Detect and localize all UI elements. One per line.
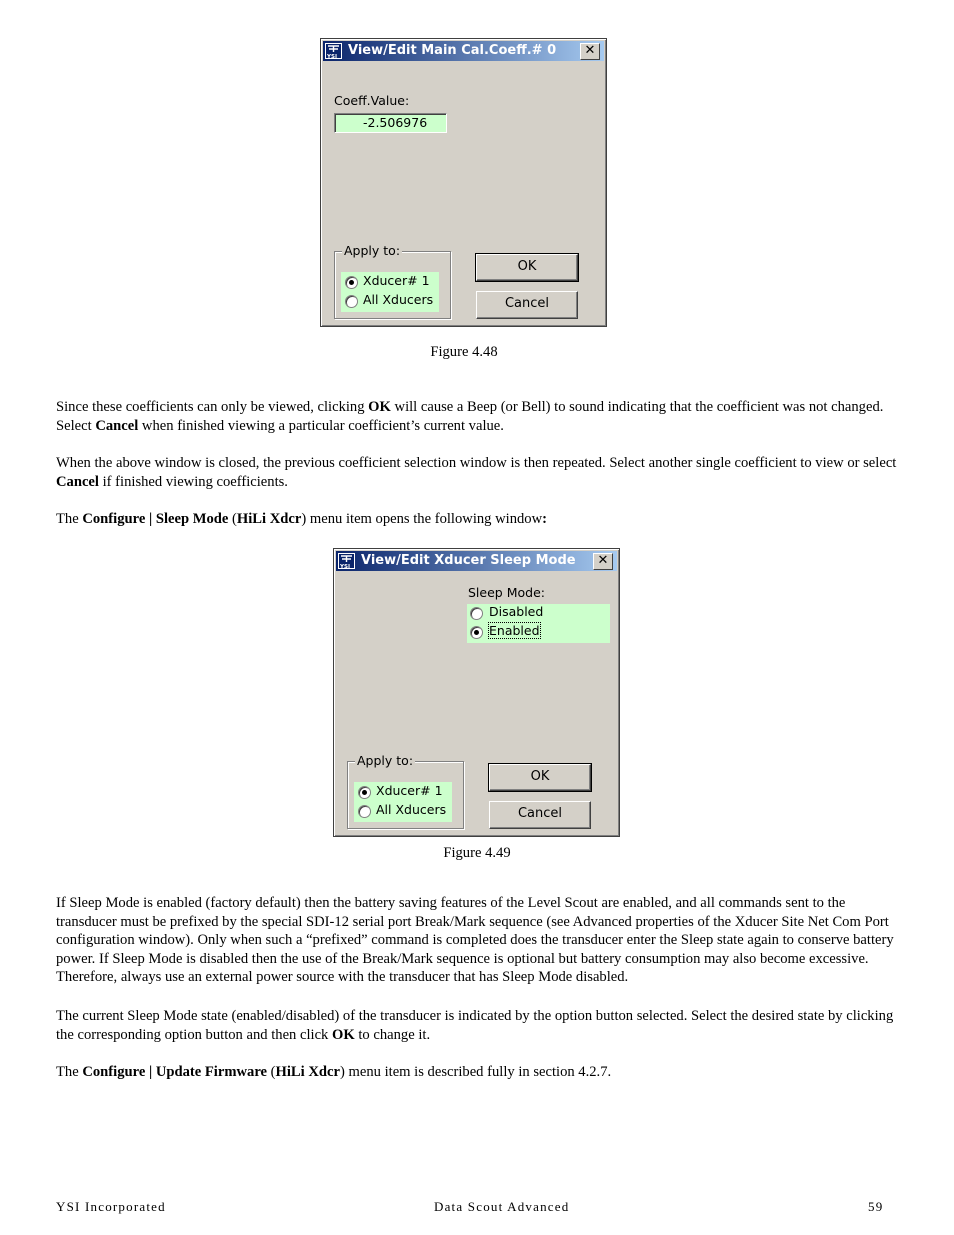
bold-cancel: Cancel <box>56 473 99 490</box>
text-span: Since these coefficients can only be viewed, clicking <box>56 399 369 415</box>
bold-menu-path: Configure | Sleep Mode <box>82 511 229 527</box>
bold-menu-path: Configure | Update Firmware <box>82 1064 268 1080</box>
radio-selected-dot <box>474 630 479 635</box>
option-xducer-1-label[interactable]: Xducer# 1 <box>363 273 430 288</box>
paragraph <box>56 1007 901 1044</box>
ok-button[interactable]: OK <box>489 764 591 791</box>
dialog-title: View/Edit Main Cal.Coeff.# 0 <box>348 43 557 58</box>
cancel-button[interactable]: Cancel <box>489 801 591 829</box>
figure-caption: Figure 4.48 <box>430 344 498 360</box>
text-span: ( <box>228 511 237 527</box>
paragraph <box>56 510 901 529</box>
apply-to-label: Apply to: <box>357 753 414 768</box>
close-icon: ✕ <box>597 553 609 568</box>
radio-all-xducers[interactable] <box>358 805 371 818</box>
radio-selected-dot <box>349 280 354 285</box>
paragraph <box>56 398 901 435</box>
text-span: ) menu item opens the following window <box>301 511 543 527</box>
bold-ok: OK <box>368 399 391 415</box>
text-span: The <box>56 511 83 527</box>
ok-button[interactable]: OK <box>476 254 578 281</box>
option-all-xducers-label[interactable]: All Xducers <box>363 292 434 307</box>
footer-page-number: 59 <box>868 1199 884 1214</box>
ysi-app-icon <box>338 553 355 569</box>
radio-selected-dot <box>362 790 367 795</box>
footer-company: YSI Incorporated <box>56 1199 166 1214</box>
text-span: when finished viewing a particular coefficient’s current value. <box>138 417 504 434</box>
radio-all-xducers[interactable] <box>345 295 358 308</box>
radio-xducer-1[interactable] <box>358 786 371 799</box>
text-span: The current Sleep Mode state (enabled/disabled) of the transducer is indicated by the option button selected. Select the desired state by clicking the corresponding option button and then click <box>56 1008 894 1043</box>
text-span: if finished viewing coefficients. <box>98 473 288 490</box>
option-enabled-label[interactable]: Enabled <box>489 623 540 638</box>
coeff-value-label: Coeff.Value: <box>334 93 410 108</box>
text-span: to change it. <box>354 1026 431 1043</box>
close-icon: ✕ <box>584 43 596 58</box>
dialog-titlebar[interactable] <box>323 41 604 61</box>
text-span: ( <box>267 1064 276 1080</box>
sleep-mode-dialog <box>333 548 620 837</box>
radio-enabled[interactable] <box>470 626 483 639</box>
close-button[interactable] <box>593 553 613 570</box>
paragraph <box>56 1063 901 1082</box>
option-all-xducers-label[interactable]: All Xducers <box>376 802 447 817</box>
paragraph-sleep-mode: If Sleep Mode is enabled (factory default) then the battery saving features of the Level Scout are enabled, and all commands sent to the transducer must be prefixed by the special SDI-12 serial port Break/Mark sequence (see Advanced properties of the Xducer Site Net Com Port configuration window). Only when such a “prefixed” command is completed does the transducer enter the Sleep state again to conserve battery power. If Sleep Mode is disabled then the use of the Break/Mark sequence is optional but battery consumption may also become excessive. Therefore, always use an external power source with the transducer that has Sleep Mode disabled. <box>56 895 894 986</box>
option-disabled-label[interactable]: Disabled <box>489 604 544 619</box>
svg-text:YSI: YSI <box>340 564 350 569</box>
bold-ok: OK <box>332 1026 355 1043</box>
bold-cancel: Cancel <box>95 417 139 434</box>
text-span: The <box>56 1064 83 1080</box>
cal-coeff-dialog <box>320 38 607 327</box>
sleep-mode-label: Sleep Mode: <box>468 585 545 600</box>
radio-disabled[interactable] <box>470 607 483 620</box>
ysi-app-icon <box>325 43 342 59</box>
option-xducer-1-label[interactable]: Xducer# 1 <box>376 783 443 798</box>
figure-caption: Figure 4.49 <box>443 845 511 861</box>
apply-to-label: Apply to: <box>344 243 401 258</box>
text-span: When the above window is closed, the previous coefficient selection window is then repeated. Select another single coefficient to view or select <box>56 455 897 471</box>
close-button[interactable] <box>580 43 600 60</box>
svg-text:YSI: YSI <box>327 54 337 59</box>
bold-hili-xdcr: HiLi Xdcr <box>275 1064 340 1080</box>
text-span: will cause a Beep (or Bell) to sound indicating that the coefficient was not changed. Select <box>56 399 884 434</box>
radio-xducer-1[interactable] <box>345 276 358 289</box>
cancel-button[interactable]: Cancel <box>476 291 578 319</box>
paragraph <box>56 454 901 491</box>
apply-to-group <box>334 243 451 319</box>
dialog-title: View/Edit Xducer Sleep Mode <box>361 553 576 568</box>
dialog-titlebar[interactable] <box>336 551 617 571</box>
bold-colon: : <box>542 511 548 527</box>
footer-product: Data Scout Advanced <box>434 1199 570 1214</box>
text-span: ) menu item is described fully in section 4.2.7. <box>340 1064 612 1080</box>
coeff-value-field[interactable]: -2.506976 <box>334 113 447 133</box>
bold-hili-xdcr: HiLi Xdcr <box>236 511 302 527</box>
apply-to-group <box>347 753 464 829</box>
